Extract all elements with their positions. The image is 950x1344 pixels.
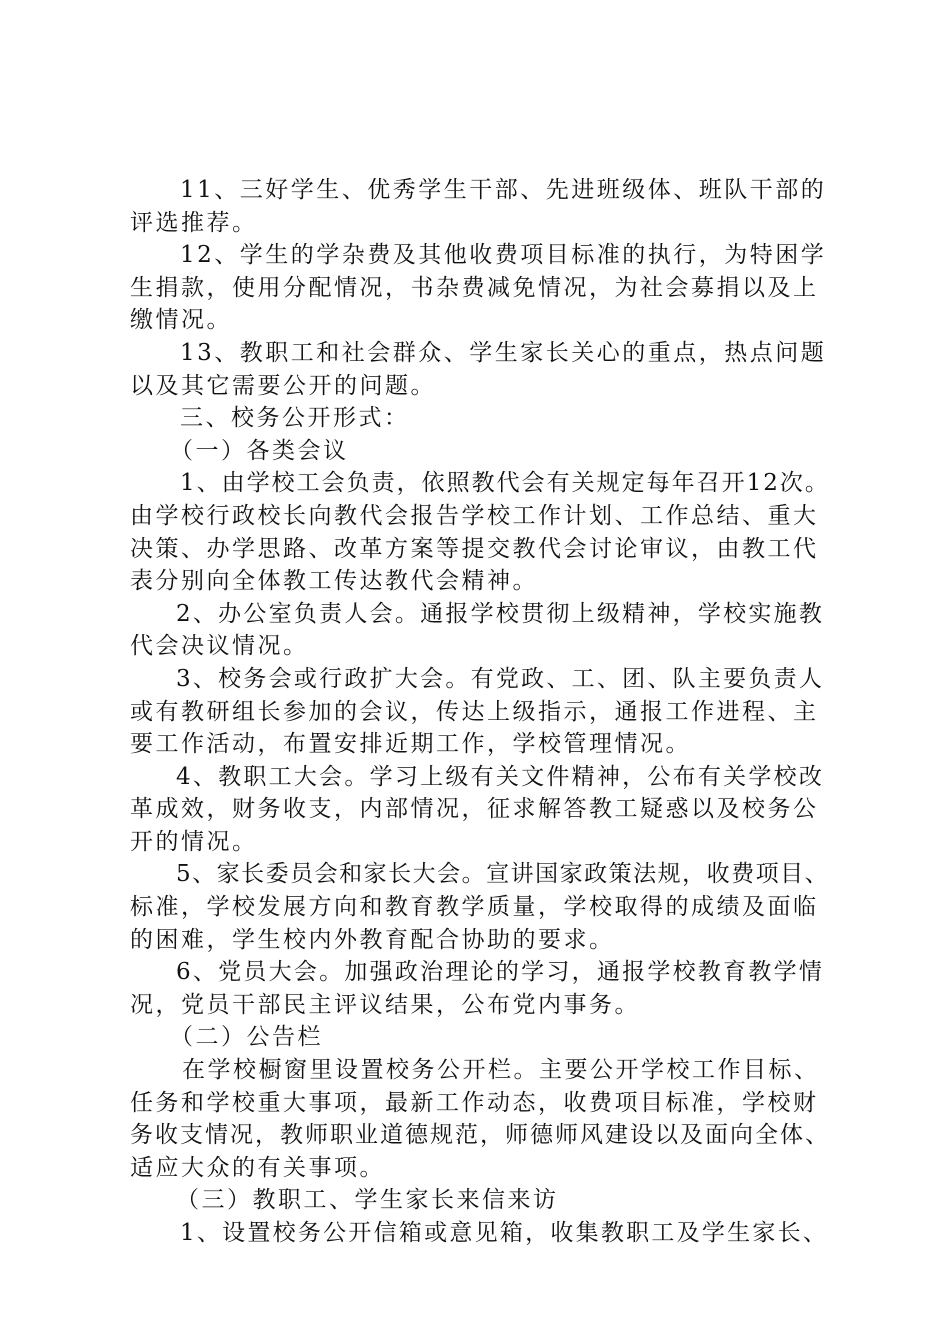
text-line: 的困难，学生校内外教育配合协助的要求。 xyxy=(130,926,615,953)
text-line: 由学校行政校长向教代会报告学校工作计划、工作总结、重大 xyxy=(130,502,819,529)
text-line: 三、校务公开形式： xyxy=(180,405,410,432)
text-line: （一）各类会议 xyxy=(170,437,349,464)
text-line: 革成效，财务收支，内部情况，征求解答教工疑惑以及校务公 xyxy=(130,796,819,823)
text-line: 决策、办学思路、改革方案等提交教代会讨论审议，由教工代 xyxy=(130,535,819,562)
text-line: 以及其它需要公开的问题。 xyxy=(130,372,436,399)
text-line: 13、教职工和社会群众、学生家长关心的重点，热点问题 xyxy=(180,339,827,366)
text-line: 生捐款，使用分配情况，书杂费减免情况，为社会募捐以及上 xyxy=(130,274,819,301)
text-line: 2、办公室负责人会。通报学校贯彻上级精神，学校实施教 xyxy=(176,600,825,627)
text-line: 11、三好学生、优秀学生干部、先进班级体、班队干部的 xyxy=(180,177,827,203)
document-body xyxy=(130,174,830,1250)
text-line: 6、党员大会。加强政治理论的学习，通报学校教育教学情 xyxy=(176,959,825,986)
text-line: 要工作活动，布置安排近期工作，学校管理情况。 xyxy=(130,731,691,758)
text-line: 评选推荐。 xyxy=(130,209,258,236)
text-line: 4、教职工大会。学习上级有关文件精神，公布有关学校改 xyxy=(176,763,825,790)
text-line: 在学校橱窗里设置校务公开栏。主要公开学校工作目标、 xyxy=(182,1057,820,1084)
text-line: 任务和学校重大事项，最新工作动态，收费项目标准，学校财 xyxy=(130,1089,819,1116)
text-line: 5、家长委员会和家长大会。宣讲国家政策法规，收费项目、 xyxy=(176,861,830,888)
text-line: 况，党员干部民主评议结果，公布党内事务。 xyxy=(130,991,640,1018)
text-line: 1、由学校工会负责，依照教代会有关规定每年召开12次。 xyxy=(180,470,830,497)
text-line: 标准，学校发展方向和教育教学质量，学校取得的成绩及面临 xyxy=(130,894,819,921)
text-line: 适应大众的有关事项。 xyxy=(130,1154,385,1181)
text-line: 代会决议情况。 xyxy=(130,633,309,660)
text-line: 或有教研组长参加的会议，传达上级指示，通报工作进程、主 xyxy=(130,698,819,725)
text-line: （三）教职工、学生家长来信来访 xyxy=(176,1187,559,1214)
text-line: 12、学生的学杂费及其他收费项目标准的执行，为特困学 xyxy=(180,242,827,269)
text-line: 缴情况。 xyxy=(130,307,232,334)
text-line: 3、校务会或行政扩大会。有党政、工、团、队主要负责人 xyxy=(176,665,825,692)
text-line: 务收支情况，教师职业道德规范，师德师风建设以及面向全体、 xyxy=(130,1122,830,1149)
text-line: 1、设置校务公开信箱或意见箱，收集教职工及学生家长、 xyxy=(180,1220,829,1246)
text-line: 表分别向全体教工传达教代会精神。 xyxy=(130,568,538,595)
text-line: （二）公告栏 xyxy=(170,1024,323,1051)
text-line: 开的情况。 xyxy=(130,828,258,855)
